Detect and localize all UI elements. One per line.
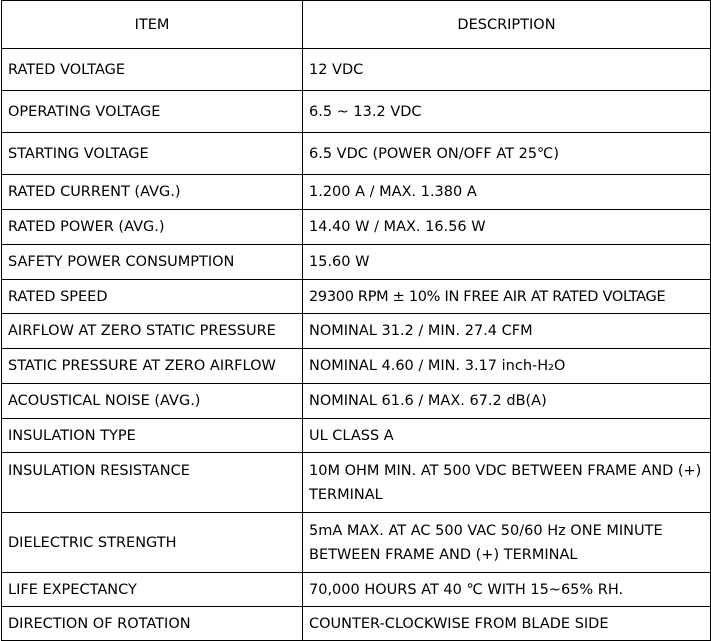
row-description: NOMINAL 61.6 / MAX. 67.2 dB(A)	[303, 384, 711, 419]
row-description: NOMINAL 4.60 / MIN. 3.17 inch-H₂O	[303, 349, 711, 384]
table-row	[2, 453, 711, 513]
row-description: 29300 RPM ± 10% IN FREE AIR AT RATED VOLTAGE	[303, 280, 711, 314]
row-description: 15.60 W	[303, 245, 711, 280]
table-row	[2, 573, 711, 607]
table-row	[2, 349, 711, 384]
table-row	[2, 133, 711, 175]
row-description: 5mA MAX. AT AC 500 VAC 50/60 Hz ONE MINUTE BETWEEN FRAME AND (+) TERMINAL	[303, 513, 711, 573]
row-item: RATED SPEED	[2, 280, 303, 314]
table-row	[2, 280, 711, 314]
row-item: OPERATING VOLTAGE	[2, 91, 303, 133]
table-row	[2, 419, 711, 453]
row-description: COUNTER-CLOCKWISE FROM BLADE SIDE	[303, 607, 711, 641]
row-description: 12 VDC	[303, 49, 711, 91]
row-item: DIELECTRIC STRENGTH	[2, 513, 303, 573]
row-item: SAFETY POWER CONSUMPTION	[2, 245, 303, 280]
row-item: LIFE EXPECTANCY	[2, 573, 303, 607]
row-description: 6.5 ~ 13.2 VDC	[303, 91, 711, 133]
table-row	[2, 210, 711, 245]
table-row	[2, 384, 711, 419]
row-item: INSULATION TYPE	[2, 419, 303, 453]
table-row	[2, 314, 711, 349]
row-description: UL CLASS A	[303, 419, 711, 453]
row-description: 1.200 A / MAX. 1.380 A	[303, 175, 711, 210]
row-item: RATED VOLTAGE	[2, 49, 303, 91]
table-row	[2, 245, 711, 280]
row-description: 10M OHM MIN. AT 500 VDC BETWEEN FRAME AND (+) TERMINAL	[303, 453, 711, 513]
row-item: AIRFLOW AT ZERO STATIC PRESSURE	[2, 314, 303, 349]
table-row	[2, 91, 711, 133]
table-row	[2, 49, 711, 91]
row-item: INSULATION RESISTANCE	[2, 453, 303, 513]
row-item: RATED CURRENT (AVG.)	[2, 175, 303, 210]
row-description: NOMINAL 31.2 / MIN. 27.4 CFM	[303, 314, 711, 349]
header-description: DESCRIPTION	[303, 1, 711, 49]
row-description: 6.5 VDC (POWER ON/OFF AT 25℃)	[303, 133, 711, 175]
spec-table	[1, 0, 711, 641]
row-description: 70,000 HOURS AT 40 ℃ WITH 15~65% RH.	[303, 573, 711, 607]
table-row	[2, 607, 711, 641]
header-row	[2, 1, 711, 49]
row-item: ACOUSTICAL NOISE (AVG.)	[2, 384, 303, 419]
row-item: DIRECTION OF ROTATION	[2, 607, 303, 641]
row-item: STATIC PRESSURE AT ZERO AIRFLOW	[2, 349, 303, 384]
table-row	[2, 175, 711, 210]
header-item: ITEM	[2, 1, 303, 49]
row-item: STARTING VOLTAGE	[2, 133, 303, 175]
table-row	[2, 513, 711, 573]
row-item: RATED POWER (AVG.)	[2, 210, 303, 245]
row-description: 14.40 W / MAX. 16.56 W	[303, 210, 711, 245]
